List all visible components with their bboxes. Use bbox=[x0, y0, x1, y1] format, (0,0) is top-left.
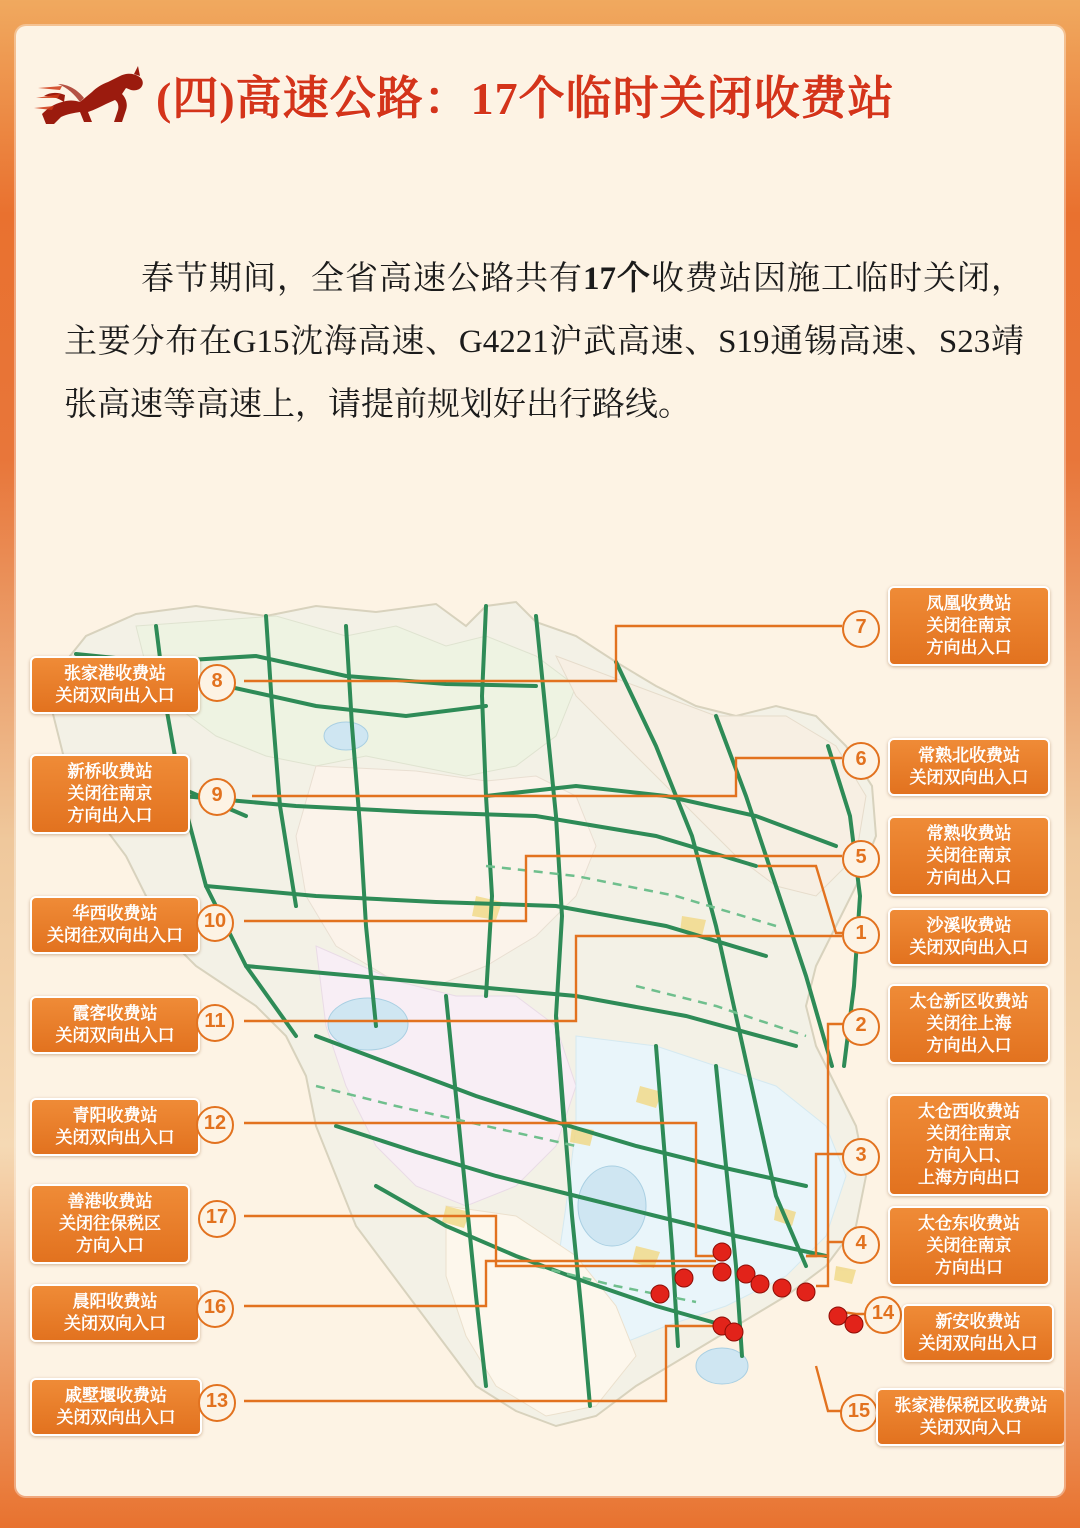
intro-paragraph bbox=[64, 248, 1024, 437]
label-title: 新安收费站 bbox=[935, 1312, 1021, 1331]
label-title: 太仓新区收费站 bbox=[909, 992, 1029, 1011]
marker-num-1[interactable]: 1 bbox=[842, 916, 880, 954]
label-title: 华西收费站 bbox=[72, 904, 158, 923]
marker-num-8[interactable]: 8 bbox=[198, 664, 236, 702]
intro-text-a: 春节期间，全省高速公路共有 bbox=[140, 261, 583, 297]
marker-num-13[interactable]: 13 bbox=[198, 1384, 236, 1422]
label-desc-2: 方向入口 bbox=[76, 1236, 144, 1255]
label-fenghuang[interactable] bbox=[888, 586, 1050, 666]
label-desc: 关闭双向入口 bbox=[920, 1418, 1022, 1437]
intro-text-c: 收费站因施工临时关闭，主要分布在G15沈海高速、G4221沪武高速、S19通锡高速、S23靖张高速等高速上，请提前规划好出行路线。 bbox=[64, 261, 1024, 423]
marker-num-16[interactable]: 16 bbox=[196, 1290, 234, 1328]
label-desc-1: 关闭往南京 bbox=[67, 784, 153, 803]
page-title: (四)高速公路：17个临时关闭收费站 bbox=[156, 73, 895, 124]
label-zhangjiagang[interactable] bbox=[30, 656, 200, 714]
label-desc: 关闭双向出入口 bbox=[909, 768, 1029, 787]
label-title: 青阳收费站 bbox=[72, 1106, 158, 1125]
marker-num-2[interactable]: 2 bbox=[842, 1008, 880, 1046]
label-desc-1: 关闭往南京 bbox=[926, 616, 1012, 635]
label-desc: 关闭双向出入口 bbox=[56, 1408, 176, 1427]
marker-num-6[interactable]: 6 bbox=[842, 742, 880, 780]
label-shaxi[interactable] bbox=[888, 908, 1050, 966]
marker-num-14[interactable]: 14 bbox=[864, 1296, 902, 1334]
label-taicangdong[interactable] bbox=[888, 1206, 1050, 1286]
label-xinan[interactable] bbox=[902, 1304, 1054, 1362]
label-title: 张家港收费站 bbox=[64, 664, 166, 683]
label-chenyang[interactable] bbox=[30, 1284, 200, 1342]
label-xinqiao[interactable] bbox=[30, 754, 190, 834]
label-desc: 关闭双向出入口 bbox=[55, 1026, 175, 1045]
label-desc: 关闭往双向出入口 bbox=[47, 926, 183, 945]
marker-num-7[interactable]: 7 bbox=[842, 610, 880, 648]
label-desc-1: 关闭往保税区 bbox=[59, 1214, 161, 1233]
label-title: 常熟收费站 bbox=[926, 824, 1012, 843]
label-huaxi[interactable] bbox=[30, 896, 200, 954]
marker-num-4[interactable]: 4 bbox=[842, 1226, 880, 1264]
label-desc: 关闭双向出入口 bbox=[55, 686, 175, 705]
label-xiake[interactable] bbox=[30, 996, 200, 1054]
label-qishuyan[interactable] bbox=[30, 1378, 202, 1436]
label-desc-1: 关闭往南京 bbox=[926, 1236, 1012, 1255]
marker-num-3[interactable]: 3 bbox=[842, 1138, 880, 1176]
label-taicangxinqu[interactable] bbox=[888, 984, 1050, 1064]
label-desc-2: 方向出入口 bbox=[67, 806, 153, 825]
label-shangang[interactable] bbox=[30, 1184, 190, 1264]
label-desc-2: 方向出入口 bbox=[926, 1036, 1012, 1055]
label-desc: 关闭双向出入口 bbox=[55, 1128, 175, 1147]
intro-text-b: 17个 bbox=[583, 261, 651, 297]
label-desc: 关闭双向出入口 bbox=[918, 1334, 1038, 1353]
header bbox=[16, 56, 1064, 146]
label-title: 太仓西收费站 bbox=[918, 1102, 1020, 1121]
map-area bbox=[16, 566, 1064, 1496]
label-title: 张家港保税区收费站 bbox=[894, 1396, 1048, 1415]
label-changshubei[interactable] bbox=[888, 738, 1050, 796]
label-desc-1: 关闭往南京 bbox=[926, 1124, 1012, 1143]
label-zhangjiagang-baoshuiqu[interactable] bbox=[876, 1388, 1064, 1446]
label-title: 晨阳收费站 bbox=[72, 1292, 158, 1311]
label-title: 新桥收费站 bbox=[67, 762, 153, 781]
label-qingyang[interactable] bbox=[30, 1098, 200, 1156]
marker-num-5[interactable]: 5 bbox=[842, 840, 880, 878]
label-title: 凤凰收费站 bbox=[926, 594, 1012, 613]
label-title: 戚墅堰收费站 bbox=[65, 1386, 167, 1405]
marker-num-17[interactable]: 17 bbox=[198, 1200, 236, 1238]
label-desc-1: 关闭往上海 bbox=[926, 1014, 1012, 1033]
label-title: 常熟北收费站 bbox=[918, 746, 1020, 765]
label-title: 善港收费站 bbox=[67, 1192, 153, 1211]
label-desc-3: 上海方向出口 bbox=[918, 1168, 1020, 1187]
label-desc-2: 方向出口 bbox=[935, 1258, 1003, 1277]
label-title: 霞客收费站 bbox=[72, 1004, 158, 1023]
label-desc-1: 关闭往南京 bbox=[926, 846, 1012, 865]
marker-num-11[interactable]: 11 bbox=[196, 1004, 234, 1042]
marker-num-12[interactable]: 12 bbox=[196, 1106, 234, 1144]
label-desc-2: 方向出入口 bbox=[926, 868, 1012, 887]
label-taicangxi[interactable] bbox=[888, 1094, 1050, 1196]
label-desc: 关闭双向出入口 bbox=[909, 938, 1029, 957]
label-desc: 关闭双向入口 bbox=[64, 1314, 166, 1333]
poster-card bbox=[16, 26, 1064, 1496]
label-desc-2: 方向入口、 bbox=[926, 1146, 1012, 1165]
marker-num-10[interactable]: 10 bbox=[196, 904, 234, 942]
marker-num-9[interactable]: 9 bbox=[198, 778, 236, 816]
label-title: 沙溪收费站 bbox=[926, 916, 1012, 935]
running-horse-icon bbox=[34, 64, 154, 136]
label-title: 太仓东收费站 bbox=[918, 1214, 1020, 1233]
label-changshu[interactable] bbox=[888, 816, 1050, 896]
marker-num-15[interactable]: 15 bbox=[840, 1394, 878, 1432]
label-desc-2: 方向出入口 bbox=[926, 638, 1012, 657]
